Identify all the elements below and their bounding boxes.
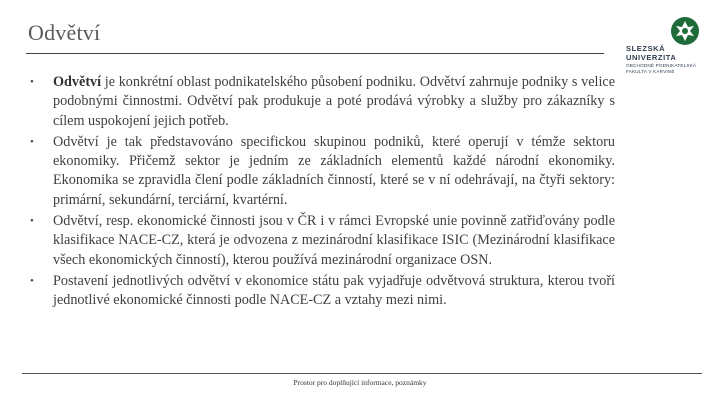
- university-logo: [624, 16, 704, 78]
- bullet-dot-icon: •: [30, 135, 34, 148]
- logo-line-3: OBCHODNĚ PODNIKATELSKÁ FAKULTA V KARVINÉ: [626, 63, 697, 74]
- bullet-item: [28, 73, 615, 131]
- slide-title: Odvětví: [28, 20, 101, 45]
- bullet-item: [28, 133, 615, 210]
- bullet-text: Odvětví, resp. ekonomické činnosti jsou v ČR i v rámci Evropské unie povinně zatřiďovány podle klasifikace NACE-CZ, která je odvozena z mezinárodní klasifikace ISIC (Mezinárodní klasifikace všech ekonomických činností), kterou používá mezinárodní organizace OSN.: [53, 213, 615, 268]
- bullet-item: [28, 272, 615, 311]
- footer-divider: [22, 373, 702, 374]
- university-emblem-icon: [670, 16, 700, 46]
- bullet-lead: Odvětví: [53, 74, 102, 90]
- bullet-list: [28, 73, 615, 313]
- bullet-item: [28, 212, 615, 270]
- title-divider: [26, 53, 604, 54]
- footer-note: Prostor pro doplňující informace, poznámky: [293, 378, 427, 387]
- logo-line-2: UNIVERZITA: [626, 53, 677, 62]
- bullet-text: Postavení jednotlivých odvětví v ekonomice státu pak vyjadřuje odvětvová struktura, kterou tvoří jednotlivé ekonomické činnosti podle NACE-CZ a vztahy mezi nimi.: [53, 272, 615, 309]
- bullet-text: Odvětví je tak představováno specifickou skupinou podniků, které operují v témže sektoru ekonomiky. Přičemž sektor je jedním ze základních elementů každé národní ekonomiky. Ekonomika se zpravidla člení podle základních činností, které se v ní odehrávají, na čtyři sektory: primární, sekundární, terciární, kvartérní.: [53, 133, 615, 208]
- bullet-dot-icon: •: [30, 215, 34, 228]
- bullet-text: je konkrétní oblast podnikatelského působení podniku. Odvětví zahrnuje podniky s velice podobnými činnostmi. Odvětví pak produkuje a poté prodává výrobky a služby pro zákazníky s cílem uspokojení jejich potřeb.: [53, 74, 615, 129]
- bullet-dot-icon: •: [30, 76, 34, 88]
- logo-line-1: SLEZSKÁ: [626, 44, 666, 53]
- bullet-dot-icon: •: [30, 274, 34, 287]
